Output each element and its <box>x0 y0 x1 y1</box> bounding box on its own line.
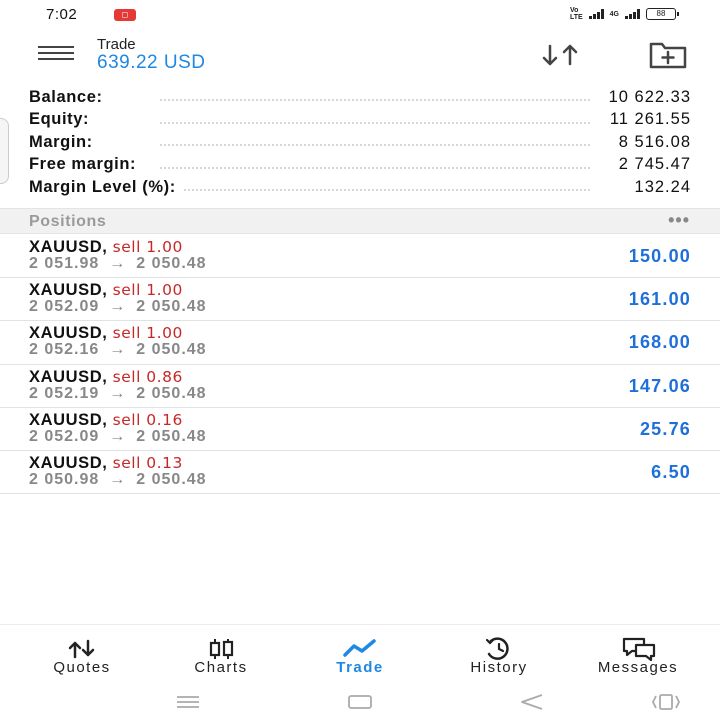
margin-level-label: Margin Level (%): <box>29 178 182 197</box>
arrow-right-icon: → <box>109 255 127 272</box>
arrow-right-icon: → <box>109 298 127 316</box>
position-side: sell 0.86 <box>112 367 183 386</box>
open-price: 2 052.09 <box>29 298 100 316</box>
new-order-icon[interactable] <box>648 40 688 70</box>
nav-charts[interactable]: Charts <box>151 625 291 685</box>
summary-row-margin <box>0 131 720 154</box>
position-profit: 150.00 <box>628 246 691 266</box>
volte-indicator: Vo LTE <box>569 7 583 21</box>
current-price: 2 050.48 <box>136 384 207 402</box>
margin-level-value: 132.24 <box>629 178 691 197</box>
summary-row-margin-level <box>0 176 720 199</box>
position-symbol: XAUUSD <box>29 410 103 429</box>
open-price: 2 050.98 <box>29 470 100 488</box>
signal-icon <box>589 9 604 19</box>
balance-value: 10 622.33 <box>603 88 691 107</box>
notification-badge-icon: ◻ <box>114 9 136 21</box>
status-bar <box>0 0 720 28</box>
nav-quotes[interactable]: Quotes <box>12 625 152 685</box>
position-symbol: XAUUSD <box>29 367 103 386</box>
positions-list <box>0 235 720 494</box>
arrow-right-icon: → <box>109 384 127 402</box>
current-price: 2 050.48 <box>136 470 207 488</box>
positions-header <box>0 208 720 234</box>
open-price: 2 052.19 <box>29 384 100 402</box>
arrow-right-icon: → <box>109 341 127 359</box>
summary-row-balance <box>0 86 720 109</box>
recent-apps-icon[interactable] <box>168 690 208 714</box>
equity-value: 11 261.55 <box>604 110 691 129</box>
position-symbol: XAUUSD <box>29 324 103 343</box>
summary-row-equity <box>0 109 720 132</box>
position-row[interactable]: XAUUSD, sell 1.00 2 052.16 → 2 050.48 168.00 <box>0 321 720 364</box>
free-margin-label: Free margin: <box>29 155 142 174</box>
bottom-navigation <box>0 624 720 684</box>
sort-arrows-icon[interactable] <box>540 42 584 68</box>
position-symbol: XAUUSD <box>29 453 103 472</box>
position-profit: 161.00 <box>628 289 691 310</box>
current-price: 2 050.48 <box>136 427 207 445</box>
rotate-screen-icon[interactable] <box>646 690 686 714</box>
battery-icon: 88 <box>646 8 676 20</box>
arrow-right-icon: → <box>109 470 127 488</box>
nav-history[interactable]: History <box>429 625 569 685</box>
position-row[interactable]: XAUUSD, sell 1.00 2 051.98 → 2 050.48 150.00 <box>0 235 720 278</box>
nav-messages[interactable]: Messages <box>568 625 708 685</box>
summary-row-free-margin <box>0 154 720 177</box>
position-profit: 147.06 <box>628 375 691 396</box>
home-icon[interactable] <box>340 690 380 714</box>
position-row[interactable]: XAUUSD, sell 1.00 2 052.09 → 2 050.48 161.00 <box>0 278 720 321</box>
history-clock-icon <box>479 637 519 661</box>
status-time: 7:02 <box>46 6 78 23</box>
open-price: 2 052.09 <box>29 427 100 445</box>
open-price: 2 052.16 <box>29 341 100 359</box>
position-side: sell 1.00 <box>112 281 183 300</box>
position-symbol: XAUUSD <box>29 238 103 256</box>
balance-label: Balance: <box>29 88 109 107</box>
arrow-right-icon: → <box>109 427 127 445</box>
network-4g-indicator: 4G <box>609 10 619 18</box>
candlestick-chart-icon <box>201 637 241 661</box>
back-icon[interactable] <box>512 690 552 714</box>
messages-chat-icon <box>618 637 658 661</box>
more-options-icon[interactable]: ••• <box>668 210 690 230</box>
free-margin-value: 2 745.47 <box>613 155 691 174</box>
system-navigation <box>0 684 720 720</box>
position-profit: 25.76 <box>639 418 691 439</box>
position-row[interactable]: XAUUSD, sell 0.13 2 050.98 → 2 050.48 6.50 <box>0 451 720 494</box>
page-title: Trade <box>97 36 136 53</box>
current-price: 2 050.48 <box>136 255 207 272</box>
nav-trade[interactable]: Trade <box>290 625 430 685</box>
position-side: sell 0.13 <box>112 453 183 472</box>
position-profit: 6.50 <box>651 461 691 482</box>
app-header <box>0 28 720 84</box>
current-price: 2 050.48 <box>136 341 207 359</box>
position-side: sell 0.16 <box>112 410 183 429</box>
account-summary <box>0 86 720 199</box>
position-profit: 168.00 <box>628 332 691 353</box>
open-price: 2 051.98 <box>29 255 100 272</box>
margin-label: Margin: <box>29 133 99 152</box>
position-side: sell 1.00 <box>112 238 183 256</box>
position-symbol: XAUUSD <box>29 281 103 300</box>
trade-line-icon <box>340 637 380 661</box>
position-row[interactable]: XAUUSD, sell 0.16 2 052.09 → 2 050.48 25.76 <box>0 408 720 451</box>
current-price: 2 050.48 <box>136 298 207 316</box>
total-profit: 639.22 USD <box>97 52 206 73</box>
position-row[interactable]: XAUUSD, sell 0.86 2 052.19 → 2 050.48 147.06 <box>0 365 720 408</box>
status-indicators <box>570 7 676 21</box>
hamburger-icon[interactable] <box>38 46 74 62</box>
position-side: sell 1.00 <box>112 324 183 343</box>
signal2-icon <box>625 9 640 19</box>
positions-title: Positions <box>29 213 107 230</box>
quotes-arrows-icon <box>62 637 102 661</box>
equity-label: Equity: <box>29 110 95 129</box>
margin-value: 8 516.08 <box>613 133 691 152</box>
